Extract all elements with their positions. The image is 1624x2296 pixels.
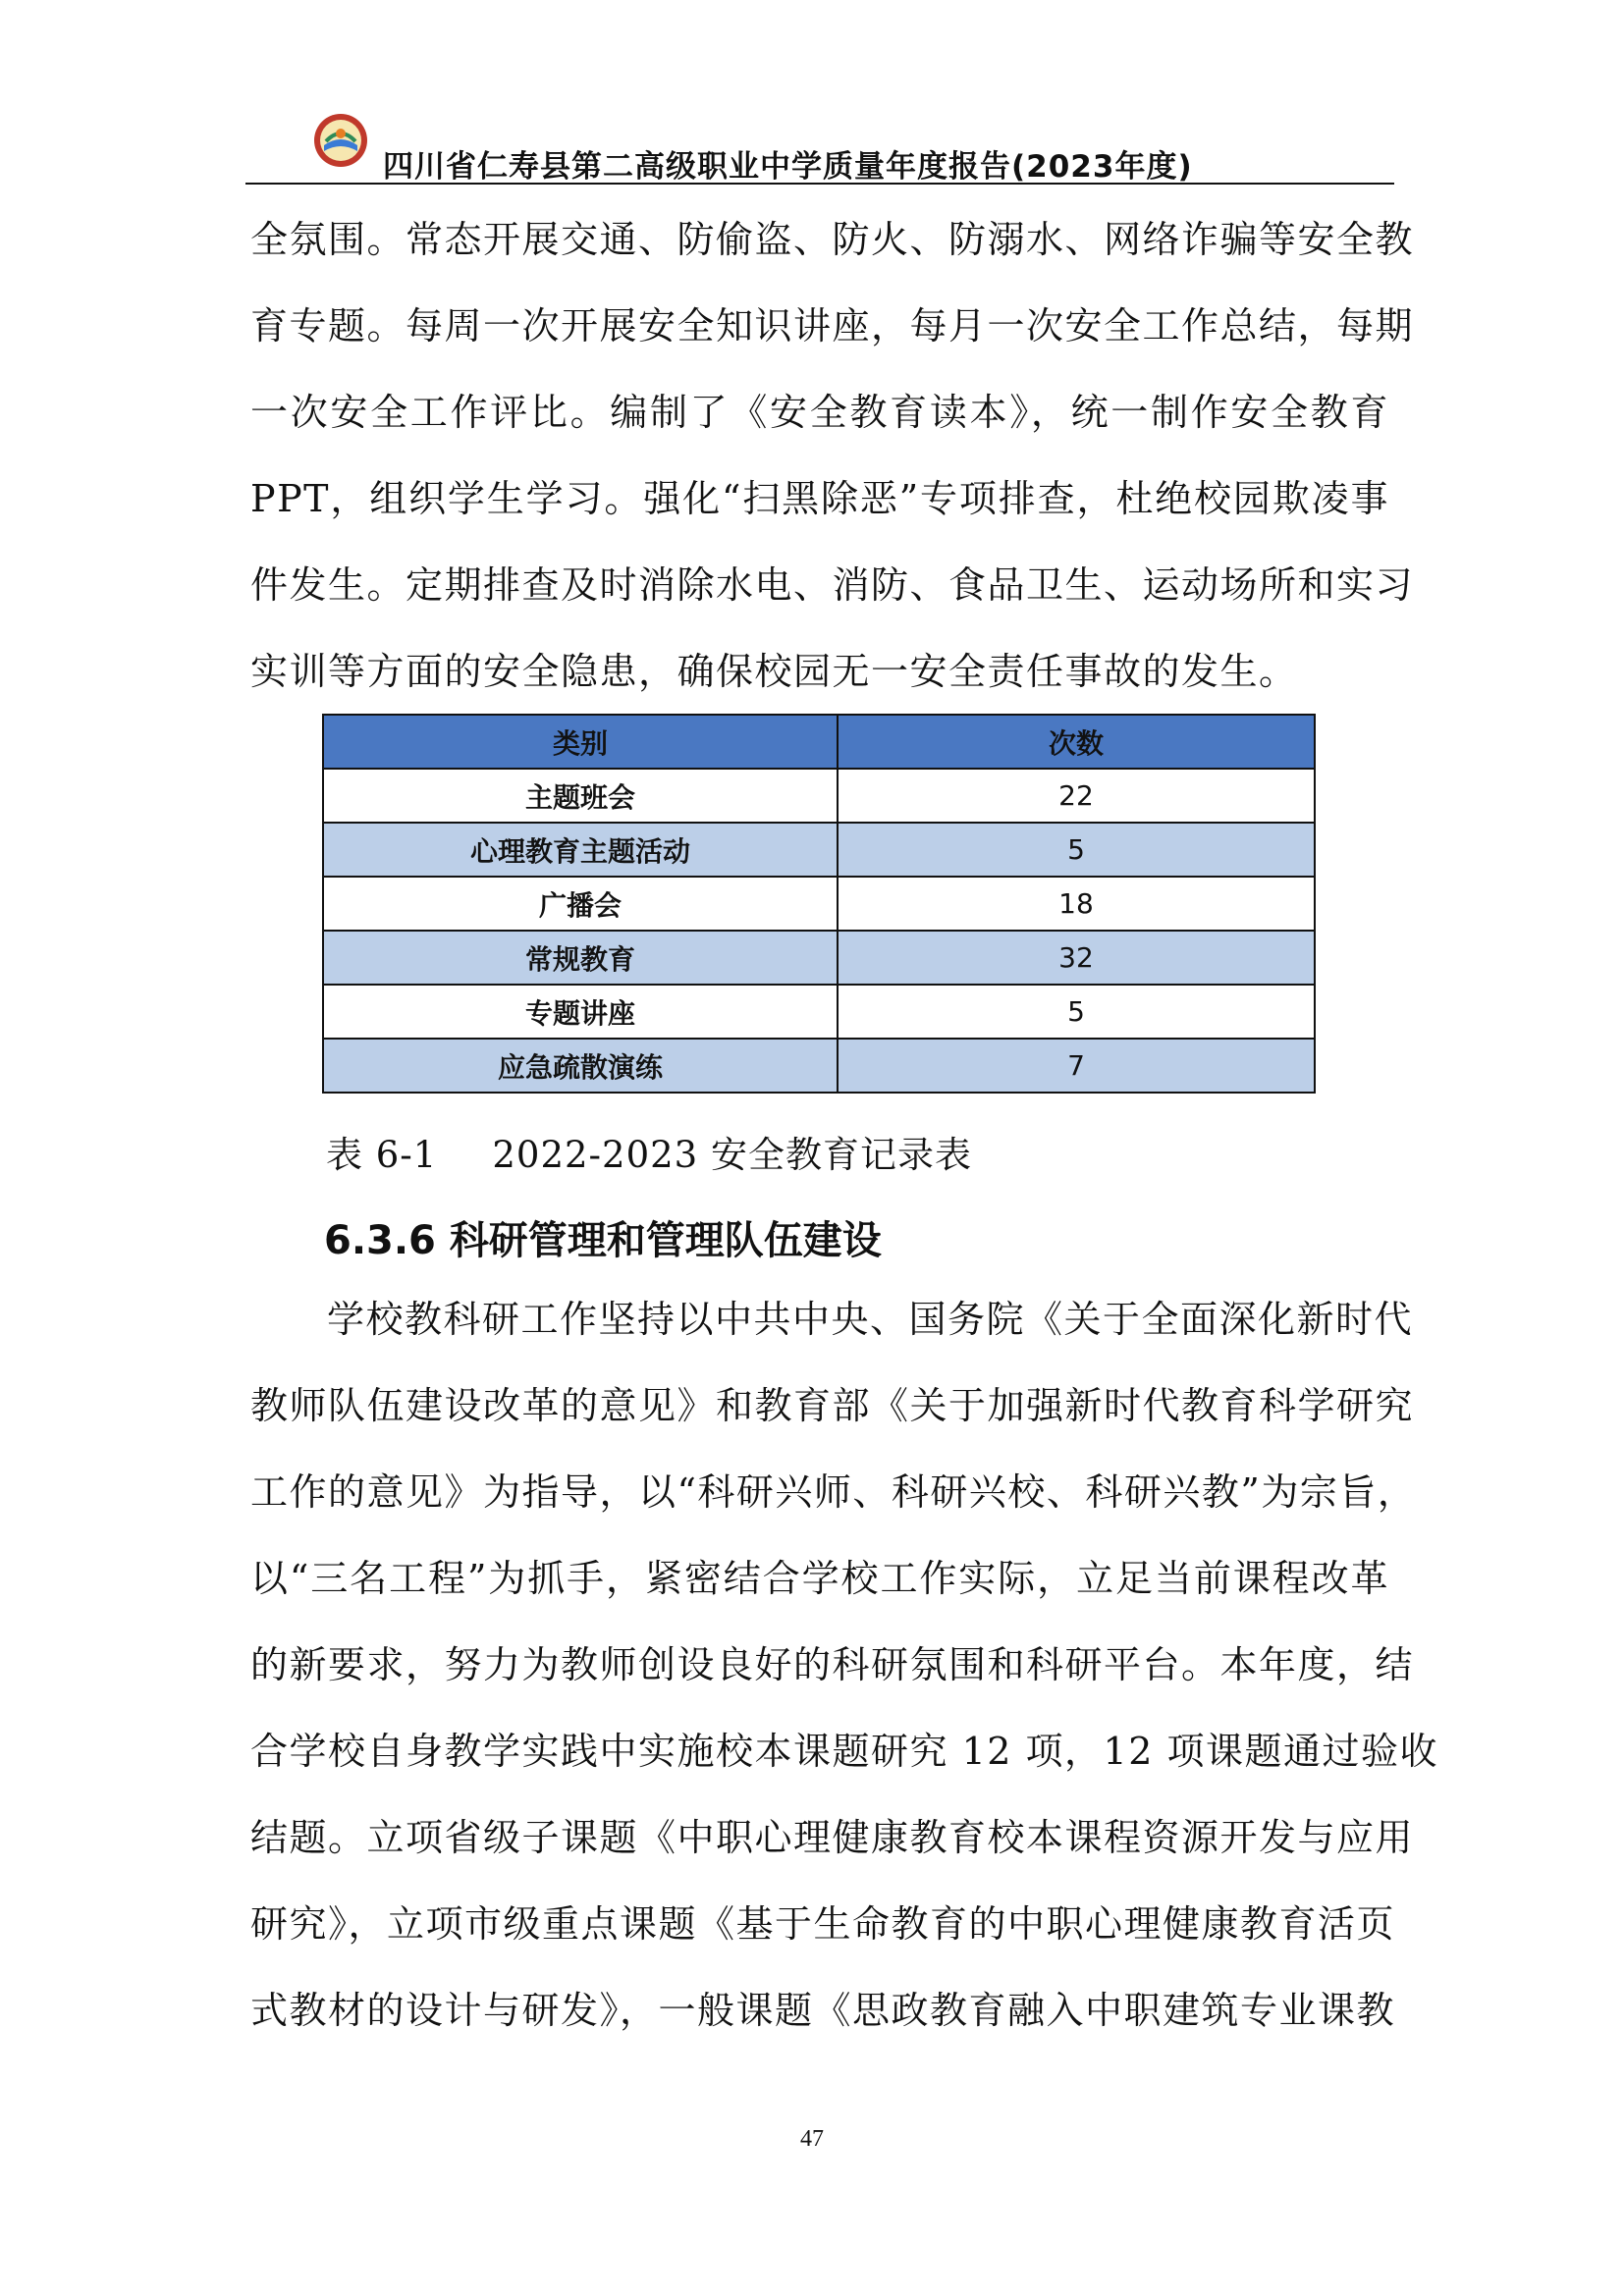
safety-paragraph — [250, 196, 1415, 715]
table-row — [323, 1039, 1315, 1093]
caption-label: 表 6-1 — [326, 1134, 438, 1176]
text-line: 全氛围。常态开展交通、防偷盗、防火、防溺水、网络诈骗等安全教 — [250, 218, 1415, 261]
category-cell: 专题讲座 — [323, 985, 838, 1039]
page-number: 47 — [800, 2126, 824, 2152]
header-divider — [245, 183, 1394, 185]
text-line: 件发生。定期排查及时消除水电、消防、食品卫生、运动场所和实习 — [250, 563, 1415, 607]
table-row — [323, 931, 1315, 985]
text-line: 实训等方面的安全隐患，确保校园无一安全责任事故的发生。 — [250, 650, 1298, 693]
text-line: 学校教科研工作坚持以中共中央、国务院《关于全面深化新时代 — [327, 1298, 1414, 1341]
category-cell: 常规教育 — [323, 931, 838, 985]
text-line: 育专题。每周一次开展安全知识讲座，每月一次安全工作总结，每期 — [250, 304, 1415, 347]
count-cell: 18 — [838, 877, 1315, 931]
category-cell: 广播会 — [323, 877, 838, 931]
text-line: 结题。立项省级子课题《中职心理健康教育校本课程资源开发与应用 — [250, 1816, 1415, 1859]
report-title: 四川省仁寿县第二高级职业中学质量年度报告(2023年度) — [383, 149, 1193, 185]
count-cell: 22 — [838, 769, 1315, 823]
text-line: 研究》，立项市级重点课题《基于生命教育的中职心理健康教育活页 — [250, 1902, 1396, 1946]
text-line: 一次安全工作评比。编制了《安全教育读本》，统一制作安全教育 — [250, 391, 1389, 434]
table-header-row — [323, 715, 1315, 769]
text-line: 工作的意见》为指导，以“科研兴师、科研兴校、科研兴教”为宗旨， — [250, 1470, 1417, 1514]
text-line: 的新要求，努力为教师创设良好的科研氛围和科研平台。本年度，结 — [250, 1643, 1415, 1686]
text-line: 教师队伍建设改革的意见》和教育部《关于加强新时代教育科学研究 — [250, 1384, 1415, 1427]
table-row — [323, 877, 1315, 931]
category-cell: 应急疏散演练 — [323, 1039, 838, 1093]
table-caption — [326, 1125, 972, 1178]
text-line: 以“三名工程”为抓手，紧密结合学校工作实际，立足当前课程改革 — [250, 1557, 1389, 1600]
table-row — [323, 769, 1315, 823]
page-header — [245, 108, 1394, 187]
safety-education-table — [322, 714, 1316, 1094]
count-cell: 5 — [838, 823, 1315, 877]
table-row — [323, 985, 1315, 1039]
table-row — [323, 823, 1315, 877]
text-line: 合学校自身教学实践中实施校本课题研究 12 项，12 项课题通过验收 — [250, 1730, 1438, 1773]
text-line: PPT，组织学生学习。强化“扫黑除恶”专项排查，杜绝校园欺凌事 — [250, 477, 1389, 520]
section-heading: 6.3.6 科研管理和管理队伍建设 — [324, 1218, 882, 1263]
count-cell: 5 — [838, 985, 1315, 1039]
category-cell: 心理教育主题活动 — [323, 823, 838, 877]
category-cell: 主题班会 — [323, 769, 838, 823]
column-header-count: 次数 — [838, 715, 1315, 769]
research-paragraph — [250, 1276, 1438, 2054]
school-emblem-icon — [312, 112, 369, 169]
text-line: 式教材的设计与研发》，一般课题《思政教育融入中职建筑专业课教 — [250, 1989, 1396, 2032]
count-cell: 7 — [838, 1039, 1315, 1093]
count-cell: 32 — [838, 931, 1315, 985]
column-header-category: 类别 — [323, 715, 838, 769]
caption-text: 2022-2023 安全教育记录表 — [492, 1134, 972, 1176]
